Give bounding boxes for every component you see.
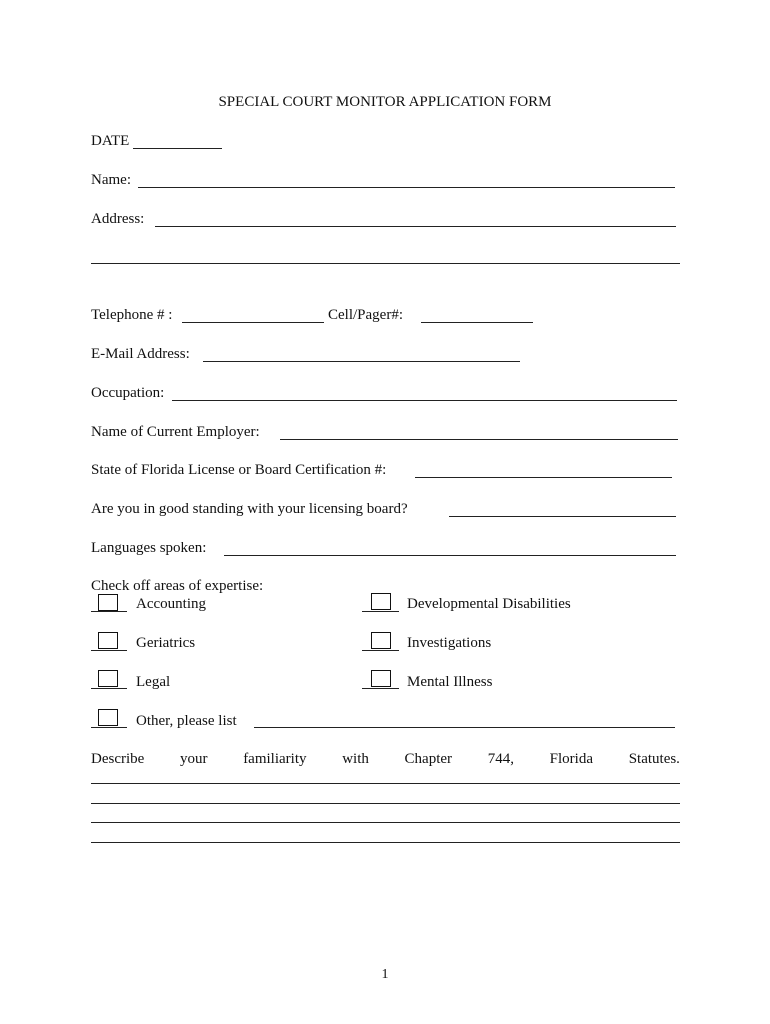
- date-field[interactable]: [133, 148, 222, 149]
- developmental-disabilities-checkbox[interactable]: [371, 593, 391, 610]
- employer-field[interactable]: [280, 439, 678, 440]
- name-label: Name:: [91, 172, 131, 188]
- expertise-heading: Check off areas of expertise:: [91, 578, 264, 594]
- other-label: Other, please list: [136, 713, 237, 729]
- investigations-checkbox[interactable]: [371, 632, 391, 649]
- employer-label: Name of Current Employer:: [91, 424, 260, 440]
- languages-label: Languages spoken:: [91, 540, 207, 556]
- expertise-label: Accounting: [136, 596, 206, 612]
- standing-field[interactable]: [449, 516, 676, 517]
- form-title: SPECIAL COURT MONITOR APPLICATION FORM: [218, 94, 552, 110]
- expertise-label: Mental Illness: [407, 674, 493, 690]
- occupation-field[interactable]: [172, 400, 677, 401]
- cell-field[interactable]: [421, 322, 533, 323]
- address-field-line-2[interactable]: [91, 263, 680, 264]
- address-label: Address:: [91, 211, 145, 227]
- describe-word: 744,: [487, 751, 514, 767]
- address-field-line-1[interactable]: [155, 226, 676, 227]
- email-label: E-Mail Address:: [91, 346, 190, 362]
- license-label: State of Florida License or Board Certification #:: [91, 462, 387, 478]
- describe-word: Statutes.: [628, 751, 680, 767]
- expertise-label: Legal: [136, 674, 171, 690]
- describe-word: with: [342, 751, 369, 767]
- other-field[interactable]: [254, 727, 675, 728]
- other-checkbox[interactable]: [98, 709, 118, 726]
- name-field[interactable]: [138, 187, 675, 188]
- legal-checkbox[interactable]: [98, 670, 118, 687]
- languages-field[interactable]: [224, 555, 676, 556]
- date-label: DATE: [91, 133, 130, 149]
- accounting-checkbox[interactable]: [98, 594, 118, 611]
- expertise-label: Geriatrics: [136, 635, 196, 651]
- describe-line-2[interactable]: [91, 803, 680, 804]
- expertise-label: Investigations: [407, 635, 492, 651]
- email-field[interactable]: [203, 361, 520, 362]
- expertise-label: Developmental Disabilities: [407, 596, 571, 612]
- describe-word: Describe: [91, 751, 145, 767]
- standing-label: Are you in good standing with your licensing board?: [91, 501, 408, 517]
- page-number: 1: [381, 967, 389, 982]
- cell-label: Cell/Pager#:: [328, 307, 403, 323]
- describe-line-4[interactable]: [91, 842, 680, 843]
- describe-prompt: [91, 750, 680, 768]
- describe-word: Chapter: [404, 751, 453, 767]
- license-field[interactable]: [415, 477, 672, 478]
- telephone-field[interactable]: [182, 322, 324, 323]
- mental-illness-checkbox[interactable]: [371, 670, 391, 687]
- describe-line-3[interactable]: [91, 822, 680, 823]
- occupation-label: Occupation:: [91, 385, 165, 401]
- geriatrics-checkbox[interactable]: [98, 632, 118, 649]
- describe-line-1[interactable]: [91, 783, 680, 784]
- describe-word: your: [180, 751, 208, 767]
- telephone-label: Telephone # :: [91, 307, 173, 323]
- describe-word: Florida: [549, 751, 593, 767]
- describe-word: familiarity: [243, 751, 307, 767]
